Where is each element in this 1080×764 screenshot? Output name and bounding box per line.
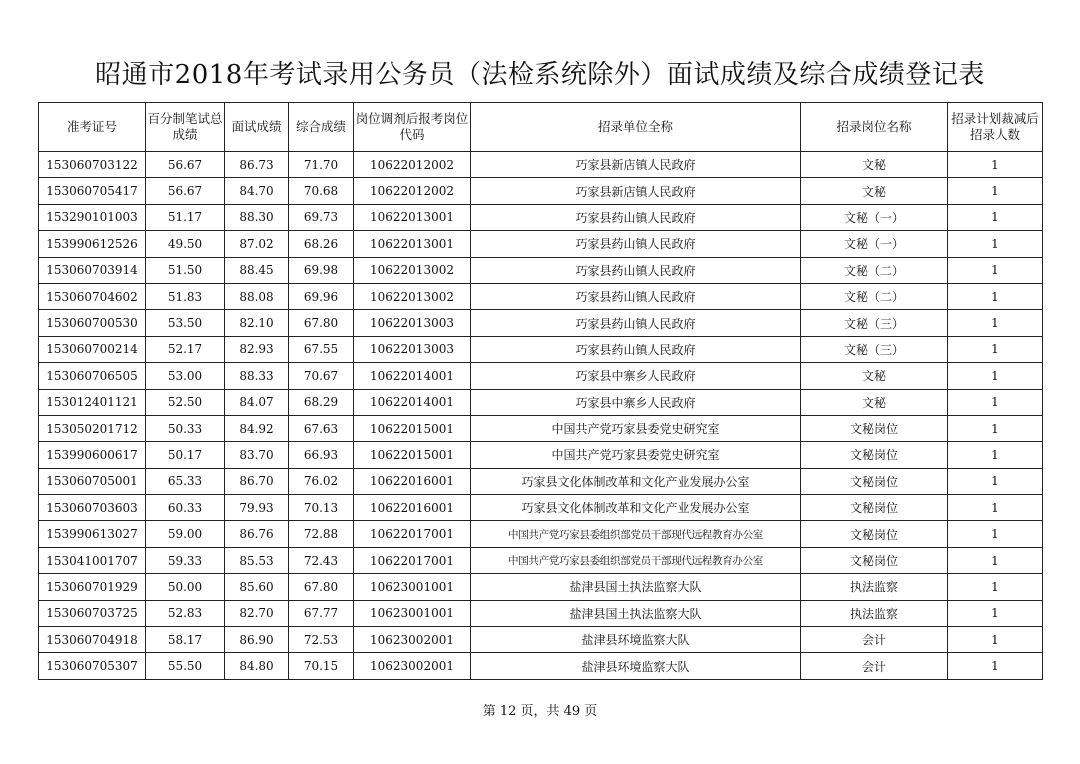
exam-number-cell: 153060701929 bbox=[39, 574, 146, 600]
interview-score-cell: 83.70 bbox=[225, 442, 289, 468]
table-row bbox=[39, 231, 1043, 257]
position-code-cell: 10623002001 bbox=[354, 653, 471, 679]
employer-cell: 盐津县国土执法监察大队 bbox=[471, 574, 801, 600]
position-name-cell: 文秘岗位 bbox=[801, 547, 948, 573]
position-code-cell: 10622015001 bbox=[354, 415, 471, 441]
employer-cell: 巧家县药山镇人民政府 bbox=[471, 204, 801, 230]
position-name-cell: 执法监察 bbox=[801, 574, 948, 600]
position-name-cell: 文秘（三） bbox=[801, 310, 948, 336]
employer-cell: 巧家县新店镇人民政府 bbox=[471, 178, 801, 204]
page-footer: 第 12 页，共 49 页 bbox=[482, 704, 598, 719]
total-score-cell: 70.13 bbox=[289, 495, 354, 521]
table-row bbox=[39, 468, 1043, 494]
interview-score-cell: 84.92 bbox=[225, 415, 289, 441]
position-code-cell: 10623002001 bbox=[354, 627, 471, 653]
written-score-cell: 55.50 bbox=[146, 653, 225, 679]
interview-score-cell: 87.02 bbox=[225, 231, 289, 257]
exam-number-cell: 153060706505 bbox=[39, 363, 146, 389]
employer-cell: 巧家县新店镇人民政府 bbox=[471, 152, 801, 178]
employer-cell: 巧家县药山镇人民政府 bbox=[471, 336, 801, 362]
position-name-cell: 文秘（一） bbox=[801, 231, 948, 257]
written-score-cell: 53.50 bbox=[146, 310, 225, 336]
hire-count-cell: 1 bbox=[948, 415, 1043, 441]
column-header-employer: 招录单位全称 bbox=[471, 103, 801, 152]
total-score-cell: 67.63 bbox=[289, 415, 354, 441]
interview-score-cell: 82.70 bbox=[225, 600, 289, 626]
table-row bbox=[39, 152, 1043, 178]
written-score-cell: 52.17 bbox=[146, 336, 225, 362]
position-name-cell: 文秘（一） bbox=[801, 204, 948, 230]
column-header-position-code: 岗位调剂后报考岗位代码 bbox=[354, 103, 471, 152]
written-score-cell: 59.00 bbox=[146, 521, 225, 547]
employer-cell: 中国共产党巧家县委组织部党员干部现代远程教育办公室 bbox=[471, 547, 801, 573]
interview-score-cell: 86.90 bbox=[225, 627, 289, 653]
position-code-cell: 10622014001 bbox=[354, 363, 471, 389]
hire-count-cell: 1 bbox=[948, 204, 1043, 230]
hire-count-cell: 1 bbox=[948, 336, 1043, 362]
table-row bbox=[39, 600, 1043, 626]
column-header-total-score: 综合成绩 bbox=[289, 103, 354, 152]
position-code-cell: 10622013003 bbox=[354, 310, 471, 336]
exam-number-cell: 153290101003 bbox=[39, 204, 146, 230]
employer-cell: 中国共产党巧家县委党史研究室 bbox=[471, 415, 801, 441]
interview-score-cell: 84.70 bbox=[225, 178, 289, 204]
written-score-cell: 65.33 bbox=[146, 468, 225, 494]
written-score-cell: 52.50 bbox=[146, 389, 225, 415]
score-table bbox=[38, 102, 1043, 680]
table-row bbox=[39, 389, 1043, 415]
interview-score-cell: 88.08 bbox=[225, 283, 289, 309]
written-score-cell: 58.17 bbox=[146, 627, 225, 653]
page-title: 昭通市2018年考试录用公务员（法检系统除外）面试成绩及综合成绩登记表 bbox=[95, 60, 985, 90]
hire-count-cell: 1 bbox=[948, 547, 1043, 573]
table-row bbox=[39, 495, 1043, 521]
hire-count-cell: 1 bbox=[948, 178, 1043, 204]
employer-cell: 中国共产党巧家县委组织部党员干部现代远程教育办公室 bbox=[471, 521, 801, 547]
position-code-cell: 10622016001 bbox=[354, 468, 471, 494]
interview-score-cell: 84.80 bbox=[225, 653, 289, 679]
position-code-cell: 10622015001 bbox=[354, 442, 471, 468]
position-name-cell: 文秘 bbox=[801, 178, 948, 204]
written-score-cell: 50.00 bbox=[146, 574, 225, 600]
table-row bbox=[39, 283, 1043, 309]
position-name-cell: 会计 bbox=[801, 653, 948, 679]
employer-cell: 盐津县国土执法监察大队 bbox=[471, 600, 801, 626]
column-header-hire-count: 招录计划裁减后招录人数 bbox=[948, 103, 1043, 152]
position-name-cell: 文秘岗位 bbox=[801, 415, 948, 441]
position-code-cell: 10623001001 bbox=[354, 600, 471, 626]
position-name-cell: 执法监察 bbox=[801, 600, 948, 626]
written-score-cell: 50.33 bbox=[146, 415, 225, 441]
written-score-cell: 52.83 bbox=[146, 600, 225, 626]
total-score-cell: 66.93 bbox=[289, 442, 354, 468]
position-code-cell: 10622013002 bbox=[354, 257, 471, 283]
interview-score-cell: 82.10 bbox=[225, 310, 289, 336]
total-score-cell: 70.68 bbox=[289, 178, 354, 204]
interview-score-cell: 79.93 bbox=[225, 495, 289, 521]
employer-cell: 盐津县环境监察大队 bbox=[471, 653, 801, 679]
written-score-cell: 59.33 bbox=[146, 547, 225, 573]
employer-cell: 巧家县药山镇人民政府 bbox=[471, 283, 801, 309]
position-code-cell: 10622013003 bbox=[354, 336, 471, 362]
total-score-cell: 76.02 bbox=[289, 468, 354, 494]
column-header-exam-number: 准考证号 bbox=[39, 103, 146, 152]
interview-score-cell: 84.07 bbox=[225, 389, 289, 415]
exam-number-cell: 153990613027 bbox=[39, 521, 146, 547]
written-score-cell: 60.33 bbox=[146, 495, 225, 521]
hire-count-cell: 1 bbox=[948, 600, 1043, 626]
written-score-cell: 56.67 bbox=[146, 152, 225, 178]
column-header-position-name: 招录岗位名称 bbox=[801, 103, 948, 152]
exam-number-cell: 153060705307 bbox=[39, 653, 146, 679]
total-score-cell: 72.88 bbox=[289, 521, 354, 547]
written-score-cell: 49.50 bbox=[146, 231, 225, 257]
position-code-cell: 10622014001 bbox=[354, 389, 471, 415]
total-score-cell: 67.80 bbox=[289, 574, 354, 600]
interview-score-cell: 86.70 bbox=[225, 468, 289, 494]
hire-count-cell: 1 bbox=[948, 310, 1043, 336]
table-row bbox=[39, 178, 1043, 204]
table-row bbox=[39, 257, 1043, 283]
written-score-cell: 51.50 bbox=[146, 257, 225, 283]
hire-count-cell: 1 bbox=[948, 653, 1043, 679]
total-score-cell: 70.15 bbox=[289, 653, 354, 679]
written-score-cell: 51.17 bbox=[146, 204, 225, 230]
exam-number-cell: 153041001707 bbox=[39, 547, 146, 573]
employer-cell: 巧家县药山镇人民政府 bbox=[471, 310, 801, 336]
hire-count-cell: 1 bbox=[948, 442, 1043, 468]
hire-count-cell: 1 bbox=[948, 468, 1043, 494]
interview-score-cell: 88.33 bbox=[225, 363, 289, 389]
exam-number-cell: 153060703122 bbox=[39, 152, 146, 178]
employer-cell: 巧家县药山镇人民政府 bbox=[471, 231, 801, 257]
exam-number-cell: 153060700530 bbox=[39, 310, 146, 336]
hire-count-cell: 1 bbox=[948, 283, 1043, 309]
exam-number-cell: 153060704918 bbox=[39, 627, 146, 653]
written-score-cell: 50.17 bbox=[146, 442, 225, 468]
total-score-cell: 70.67 bbox=[289, 363, 354, 389]
position-name-cell: 文秘 bbox=[801, 363, 948, 389]
employer-cell: 巧家县药山镇人民政府 bbox=[471, 257, 801, 283]
total-score-cell: 72.43 bbox=[289, 547, 354, 573]
total-score-cell: 67.77 bbox=[289, 600, 354, 626]
interview-score-cell: 88.30 bbox=[225, 204, 289, 230]
employer-cell: 盐津县环境监察大队 bbox=[471, 627, 801, 653]
interview-score-cell: 82.93 bbox=[225, 336, 289, 362]
position-code-cell: 10622013001 bbox=[354, 204, 471, 230]
table-row bbox=[39, 653, 1043, 679]
hire-count-cell: 1 bbox=[948, 495, 1043, 521]
hire-count-cell: 1 bbox=[948, 521, 1043, 547]
total-score-cell: 67.80 bbox=[289, 310, 354, 336]
position-name-cell: 会计 bbox=[801, 627, 948, 653]
exam-number-cell: 153990600617 bbox=[39, 442, 146, 468]
exam-number-cell: 153050201712 bbox=[39, 415, 146, 441]
table-row bbox=[39, 442, 1043, 468]
employer-cell: 巧家县中寨乡人民政府 bbox=[471, 363, 801, 389]
position-code-cell: 10623001001 bbox=[354, 574, 471, 600]
exam-number-cell: 153060703725 bbox=[39, 600, 146, 626]
exam-number-cell: 153990612526 bbox=[39, 231, 146, 257]
exam-number-cell: 153060700214 bbox=[39, 336, 146, 362]
exam-number-cell: 153060705001 bbox=[39, 468, 146, 494]
position-name-cell: 文秘岗位 bbox=[801, 468, 948, 494]
table-header-row bbox=[39, 103, 1043, 152]
written-score-cell: 53.00 bbox=[146, 363, 225, 389]
total-score-cell: 67.55 bbox=[289, 336, 354, 362]
hire-count-cell: 1 bbox=[948, 389, 1043, 415]
column-header-written-score: 百分制笔试总成绩 bbox=[146, 103, 225, 152]
hire-count-cell: 1 bbox=[948, 363, 1043, 389]
hire-count-cell: 1 bbox=[948, 627, 1043, 653]
table-row bbox=[39, 574, 1043, 600]
total-score-cell: 72.53 bbox=[289, 627, 354, 653]
total-score-cell: 69.73 bbox=[289, 204, 354, 230]
table-row bbox=[39, 310, 1043, 336]
interview-score-cell: 86.76 bbox=[225, 521, 289, 547]
table-row bbox=[39, 521, 1043, 547]
written-score-cell: 56.67 bbox=[146, 178, 225, 204]
position-name-cell: 文秘 bbox=[801, 389, 948, 415]
position-code-cell: 10622017001 bbox=[354, 547, 471, 573]
exam-number-cell: 153060704602 bbox=[39, 283, 146, 309]
employer-cell: 巧家县文化体制改革和文化产业发展办公室 bbox=[471, 468, 801, 494]
position-code-cell: 10622016001 bbox=[354, 495, 471, 521]
employer-cell: 巧家县中寨乡人民政府 bbox=[471, 389, 801, 415]
table-row bbox=[39, 547, 1043, 573]
exam-number-cell: 153060703603 bbox=[39, 495, 146, 521]
position-code-cell: 10622017001 bbox=[354, 521, 471, 547]
interview-score-cell: 88.45 bbox=[225, 257, 289, 283]
position-name-cell: 文秘岗位 bbox=[801, 521, 948, 547]
table-row bbox=[39, 336, 1043, 362]
employer-cell: 中国共产党巧家县委党史研究室 bbox=[471, 442, 801, 468]
position-name-cell: 文秘岗位 bbox=[801, 442, 948, 468]
column-header-interview-score: 面试成绩 bbox=[225, 103, 289, 152]
position-code-cell: 10622012002 bbox=[354, 152, 471, 178]
table-body bbox=[39, 152, 1043, 680]
position-name-cell: 文秘（二） bbox=[801, 257, 948, 283]
position-name-cell: 文秘 bbox=[801, 152, 948, 178]
interview-score-cell: 86.73 bbox=[225, 152, 289, 178]
table-row bbox=[39, 363, 1043, 389]
total-score-cell: 71.70 bbox=[289, 152, 354, 178]
exam-number-cell: 153012401121 bbox=[39, 389, 146, 415]
hire-count-cell: 1 bbox=[948, 231, 1043, 257]
table-row bbox=[39, 627, 1043, 653]
total-score-cell: 68.29 bbox=[289, 389, 354, 415]
position-code-cell: 10622012002 bbox=[354, 178, 471, 204]
hire-count-cell: 1 bbox=[948, 574, 1043, 600]
total-score-cell: 69.98 bbox=[289, 257, 354, 283]
employer-cell: 巧家县文化体制改革和文化产业发展办公室 bbox=[471, 495, 801, 521]
position-name-cell: 文秘岗位 bbox=[801, 495, 948, 521]
position-code-cell: 10622013002 bbox=[354, 283, 471, 309]
written-score-cell: 51.83 bbox=[146, 283, 225, 309]
hire-count-cell: 1 bbox=[948, 152, 1043, 178]
interview-score-cell: 85.60 bbox=[225, 574, 289, 600]
interview-score-cell: 85.53 bbox=[225, 547, 289, 573]
table-row bbox=[39, 204, 1043, 230]
exam-number-cell: 153060705417 bbox=[39, 178, 146, 204]
table-row bbox=[39, 415, 1043, 441]
position-name-cell: 文秘（二） bbox=[801, 283, 948, 309]
position-code-cell: 10622013001 bbox=[354, 231, 471, 257]
hire-count-cell: 1 bbox=[948, 257, 1043, 283]
exam-number-cell: 153060703914 bbox=[39, 257, 146, 283]
total-score-cell: 69.96 bbox=[289, 283, 354, 309]
total-score-cell: 68.26 bbox=[289, 231, 354, 257]
position-name-cell: 文秘（三） bbox=[801, 336, 948, 362]
